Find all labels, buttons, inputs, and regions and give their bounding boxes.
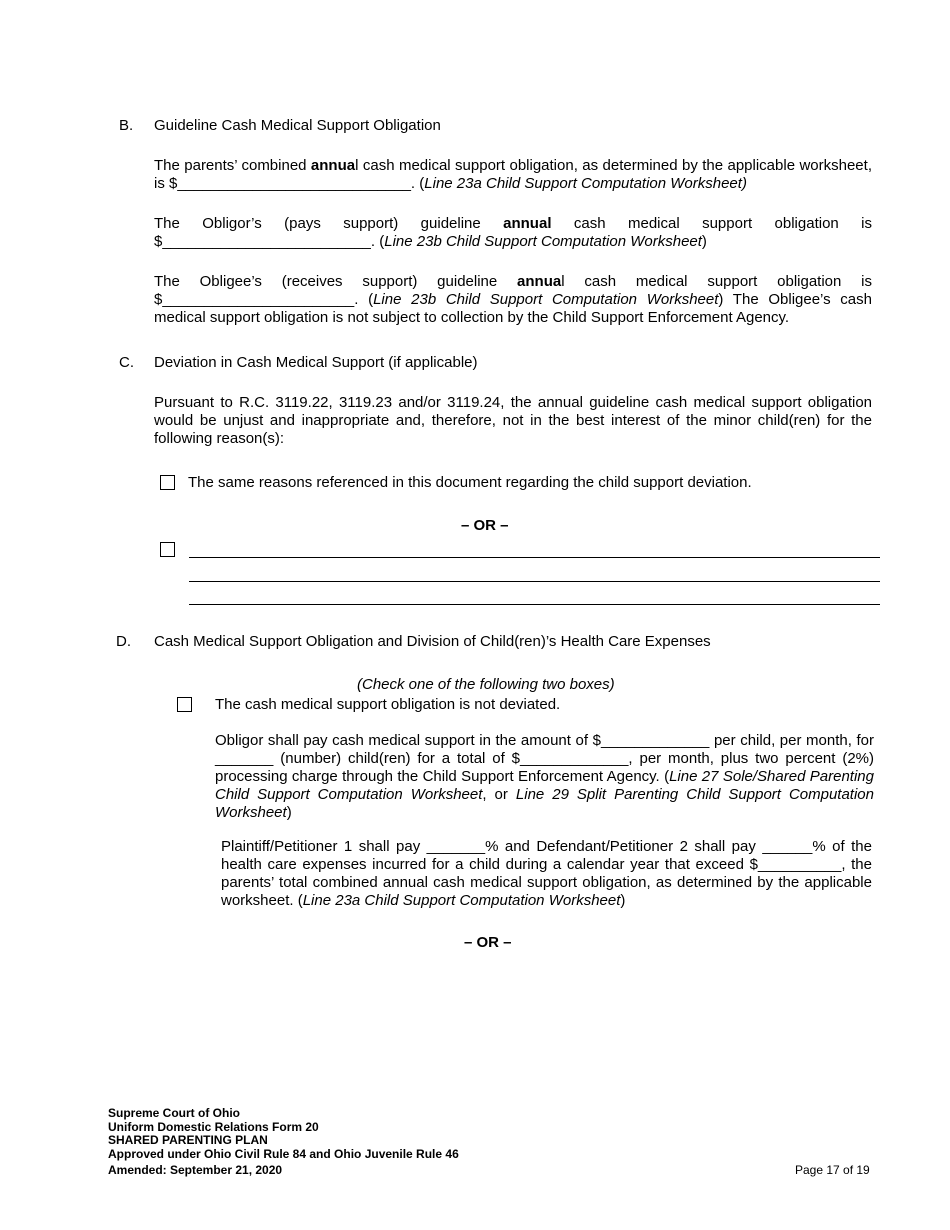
section-c-heading: Deviation in Cash Medical Support (if applicable) bbox=[154, 354, 478, 371]
section-b-combined-obligation: The parents’ combined annual cash medical support obligation, as determined by the applicable worksheet, is $____________________________. (Line 23a Child Support Computation Worksheet) bbox=[154, 157, 872, 192]
page-number: Page 17 of 19 bbox=[795, 1163, 870, 1177]
footer-form-title: SHARED PARENTING PLAN bbox=[108, 1133, 268, 1147]
not-deviated-label: The cash medical support obligation is not deviated. bbox=[215, 696, 561, 713]
health-care-expenses-paragraph: Plaintiff/Petitioner 1 shall pay _______% and Defendant/Petitioner 2 shall pay ______% of the health care expenses incurred for a child during a calendar year that exceed $__________, the parents’ total combined annual cash medical support obligation, as determined by the applicable worksheet. (Line 23a Child Support Computation Worksheet) bbox=[221, 838, 872, 909]
section-b-obligee-obligation: The Obligee’s (receives support) guideline annual cash medical support obligation is $_______________________. (Line 23b Child Support Computation Worksheet) The Obligee’s cash medical support obligation is not subject to collection by the Child Support Enforcement Agency. bbox=[154, 273, 872, 326]
obligor-payment-paragraph: Obligor shall pay cash medical support in the amount of $_____________ per child, per month, for _______ (number) child(ren) for a total of $_____________, per month, plus two percent (2%) processing charge through the Child Support Enforcement Agency. (Line 27 Sole/Shared Parenting Child Support Computation Worksheet, or Line 29 Split Parenting Child Support Computation Worksheet) bbox=[215, 732, 874, 821]
section-d-instruction: (Check one of the following two boxes) bbox=[357, 676, 615, 693]
section-c-letter: C. bbox=[119, 354, 134, 371]
section-b-obligor-obligation: The Obligor’s (pays support) guideline annual cash medical support obligation is $_________________________. (Line 23b Child Support Computation Worksheet) bbox=[154, 215, 872, 250]
other-reasons-checkbox[interactable] bbox=[160, 542, 175, 557]
footer-form-number: Uniform Domestic Relations Form 20 bbox=[108, 1119, 319, 1134]
footer-amended-date: Amended: September 21, 2020 bbox=[108, 1163, 283, 1177]
section-c-deviation-text: Pursuant to R.C. 3119.22, 3119.23 and/or 3119.24, the annual guideline cash medical support obligation would be unjust and inappropriate and, therefore, not in the best interest of the minor child(ren) for the following reason(s): bbox=[154, 394, 872, 447]
section-d-letter: D. bbox=[116, 633, 131, 650]
not-deviated-checkbox[interactable] bbox=[177, 697, 192, 712]
section-b-letter: B. bbox=[119, 117, 134, 134]
section-b-heading: Guideline Cash Medical Support Obligation bbox=[154, 117, 441, 134]
footer-approval: Approved under Ohio Civil Rule 84 and Ohio Juvenile Rule 46 bbox=[108, 1146, 459, 1161]
footer-court: Supreme Court of Ohio bbox=[108, 1106, 240, 1120]
other-reasons-line-3[interactable] bbox=[189, 604, 880, 605]
same-reasons-checkbox[interactable] bbox=[160, 475, 175, 490]
same-reasons-label: The same reasons referenced in this document regarding the child support deviation. bbox=[188, 474, 752, 491]
section-d-heading: Cash Medical Support Obligation and Division of Child(ren)’s Health Care Expenses bbox=[154, 633, 711, 650]
section-c-or-separator: – OR – bbox=[461, 517, 509, 534]
other-reasons-line-2[interactable] bbox=[189, 581, 880, 582]
section-d-or-separator: – OR – bbox=[464, 934, 512, 951]
other-reasons-line-1[interactable] bbox=[189, 557, 880, 558]
